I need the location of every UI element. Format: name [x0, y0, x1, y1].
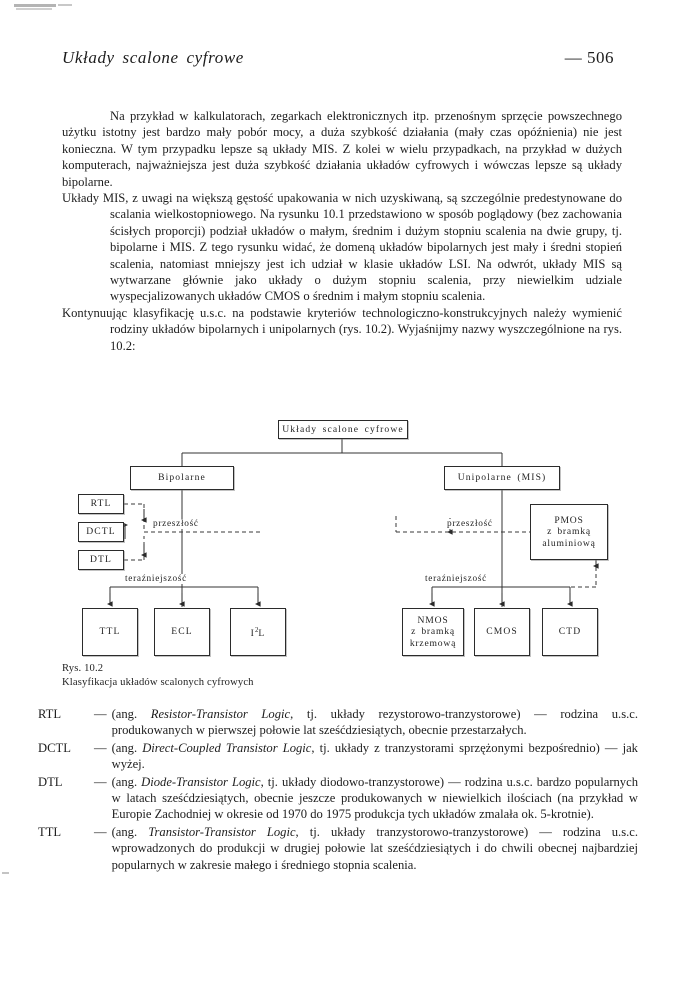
glossary-definition: [112, 824, 638, 873]
label-terazniejszosc-right: teraźniejszość: [425, 574, 487, 584]
node-i2l: [230, 608, 286, 656]
figure-caption: [62, 662, 254, 690]
node-root: Układy scalone cyfrowe: [278, 420, 408, 439]
node-i2l-label: [251, 625, 266, 640]
node-dtl: DTL: [78, 550, 124, 570]
glossary-term: TTL: [38, 824, 62, 839]
scan-artifact: [58, 4, 72, 6]
figure-10-2: [62, 408, 622, 696]
node-rtl: RTL: [78, 494, 124, 514]
label-przeszlosc-left: przeszłość: [153, 519, 199, 529]
paragraph-1: Na przykład w kalkulatorach, zegarkach elektronicznych itp. przenośnym sprzęcie powszechnego użytku istotny jest bardzo mały pobór mocy, a duża szybkość działania (mały czas opóźnienia) nie jest konieczna. W tym przypadku lepsze są układy MIS. Z kolei w wielu przypadkach, na przykład w dużych komputerach, najważniejsza jest duża szybkość działania układów cyfrowych i wówczas lepsze są układy bipolarne.: [62, 109, 622, 189]
page-number: — 506: [564, 48, 614, 67]
glossary-def-prefix: (ang.: [111, 740, 143, 755]
glossary-dash: —: [94, 707, 107, 721]
glossary-definition: [112, 774, 638, 823]
glossary-item: [38, 740, 638, 773]
node-nmos: [402, 608, 464, 656]
glossary-def-prefix: (ang.: [111, 707, 151, 721]
glossary-definition: [112, 740, 638, 773]
scan-artifact: [2, 872, 9, 874]
node-dctl: DCTL: [78, 522, 124, 542]
scan-artifact: [16, 8, 52, 10]
node-ctd: CTD: [542, 608, 598, 656]
paragraph-2: Układy MIS, z uwagi na większą gęstość upakowania w nich uzyskiwaną, są szczególnie predestynowane do scalania wielkostopniowego. Na rysunku 10.1 przedstawiono w sposób poglądowy (bez zachowania ścisłych proporcji) podział układów o małym, średnim i dużym stopniu scalenia na dwie grupy, tj. bipolarne i MIS. Z tego rysunku widać, że domeną układów bipolarnych jest mały i średni stopień scalenia, natomiast mniejszy jest ich udział w klasie układów LSI. Na odwrót, układy MIS są wytwarzane głównie jako układy o dużym stopniu scalenia, przy niewielkim udziale wyspecjalizowanych układów CMOS o średnim i małym stopniu scalenia.: [62, 191, 622, 304]
figure-caption-number: Rys. 10.2: [62, 663, 104, 674]
paragraph-3: Kontynuując klasyfikację u.s.c. na podstawie kryteriów technologiczno-konstrukcyjnych należy wymienić rodziny układów bipolarnych i unipolarnych (rys. 10.2). Wyjaśnijmy nazwy wyszczególnione na rys. 10.2:: [62, 305, 622, 353]
glossary-term: DCTL: [38, 740, 71, 755]
glossary-def-term-en: Resistor-Transistor Logic: [150, 707, 291, 721]
glossary-term: DTL: [38, 774, 63, 789]
glossary-def-suffix: , tj. układy tranzystorowo-tranzystorowe) — rodzina u.s.c. wprowadzonych do produkcji w drugiej połowie lat sześćdziesiątych i do chwili obecnej najbardziej popularnych w zakresie małego i średniego stopnia scalenia.: [111, 824, 638, 872]
glossary-def-term-en: Direct-Coupled Transistor Logic: [142, 740, 312, 755]
glossary-def-prefix: (ang.: [111, 824, 149, 839]
i2l-tail: L: [258, 627, 266, 639]
glossary-item: [38, 706, 638, 739]
figure-caption-text: Klasyfikacja układów scalonych cyfrowych: [62, 677, 254, 688]
body-text: [62, 108, 622, 354]
i2l-superscript: 2: [254, 626, 259, 634]
glossary-def-prefix: (ang.: [111, 774, 142, 789]
glossary-definition: [112, 706, 638, 739]
node-pmos-line1: PMOS: [554, 514, 584, 526]
node-pmos-line3: aluminiową: [542, 537, 596, 549]
glossary-term: RTL: [38, 707, 62, 721]
node-nmos-line1: NMOS: [417, 614, 449, 626]
node-unipolarne: Unipolarne (MIS): [444, 466, 560, 490]
node-pmos-line2: z bramką: [547, 526, 591, 538]
node-ttl: TTL: [82, 608, 138, 656]
node-cmos: CMOS: [474, 608, 530, 656]
glossary-item: [38, 824, 638, 873]
glossary-item: [38, 774, 638, 823]
glossary-def-term-en: Diode-Transistor Logic: [141, 774, 261, 789]
node-nmos-line3: krzemową: [409, 637, 457, 649]
glossary-list: [38, 706, 638, 874]
glossary-dash: —: [94, 740, 107, 755]
glossary-def-suffix: , tj. układy z tranzystorami sprzężonymi bezpośrednio) — jak wyżej.: [111, 740, 638, 772]
glossary-def-suffix: , tj. układy diodowo-tranzystorowe) — rodzina u.s.c. bardzo popularnych w latach sześćdziesiątych, obecnie jeszcze produkowanych w niewielkich ilościach (na przykład w Europie Zachodniej w okresie od 1970 do 1975 produkcja tych układów zmalała ok. 5-krotnie).: [111, 774, 638, 822]
glossary-dash: —: [94, 824, 107, 839]
node-nmos-line2: z bramką: [411, 626, 455, 638]
node-bipolarne: Bipolarne: [130, 466, 234, 490]
node-ecl: ECL: [154, 608, 210, 656]
scan-artifact: [14, 4, 56, 7]
glossary-def-term-en: Transistor-Transistor Logic: [148, 824, 296, 839]
label-terazniejszosc-left: teraźniejszość: [125, 574, 187, 584]
i2l-base: I: [250, 627, 255, 639]
running-head: [62, 48, 614, 68]
glossary-def-suffix: , tj. układy rezystorowo-tranzystorowe) — rodzina u.s.c. produkowanych w pierwszej połowie lat sześćdziesiątych, obecnie przestarzałych.: [111, 707, 638, 738]
label-przeszlosc-right: przeszłość: [447, 519, 493, 529]
chapter-title: Układy scalone cyfrowe: [62, 48, 244, 67]
glossary-dash: —: [94, 774, 107, 789]
node-pmos: [530, 504, 608, 560]
